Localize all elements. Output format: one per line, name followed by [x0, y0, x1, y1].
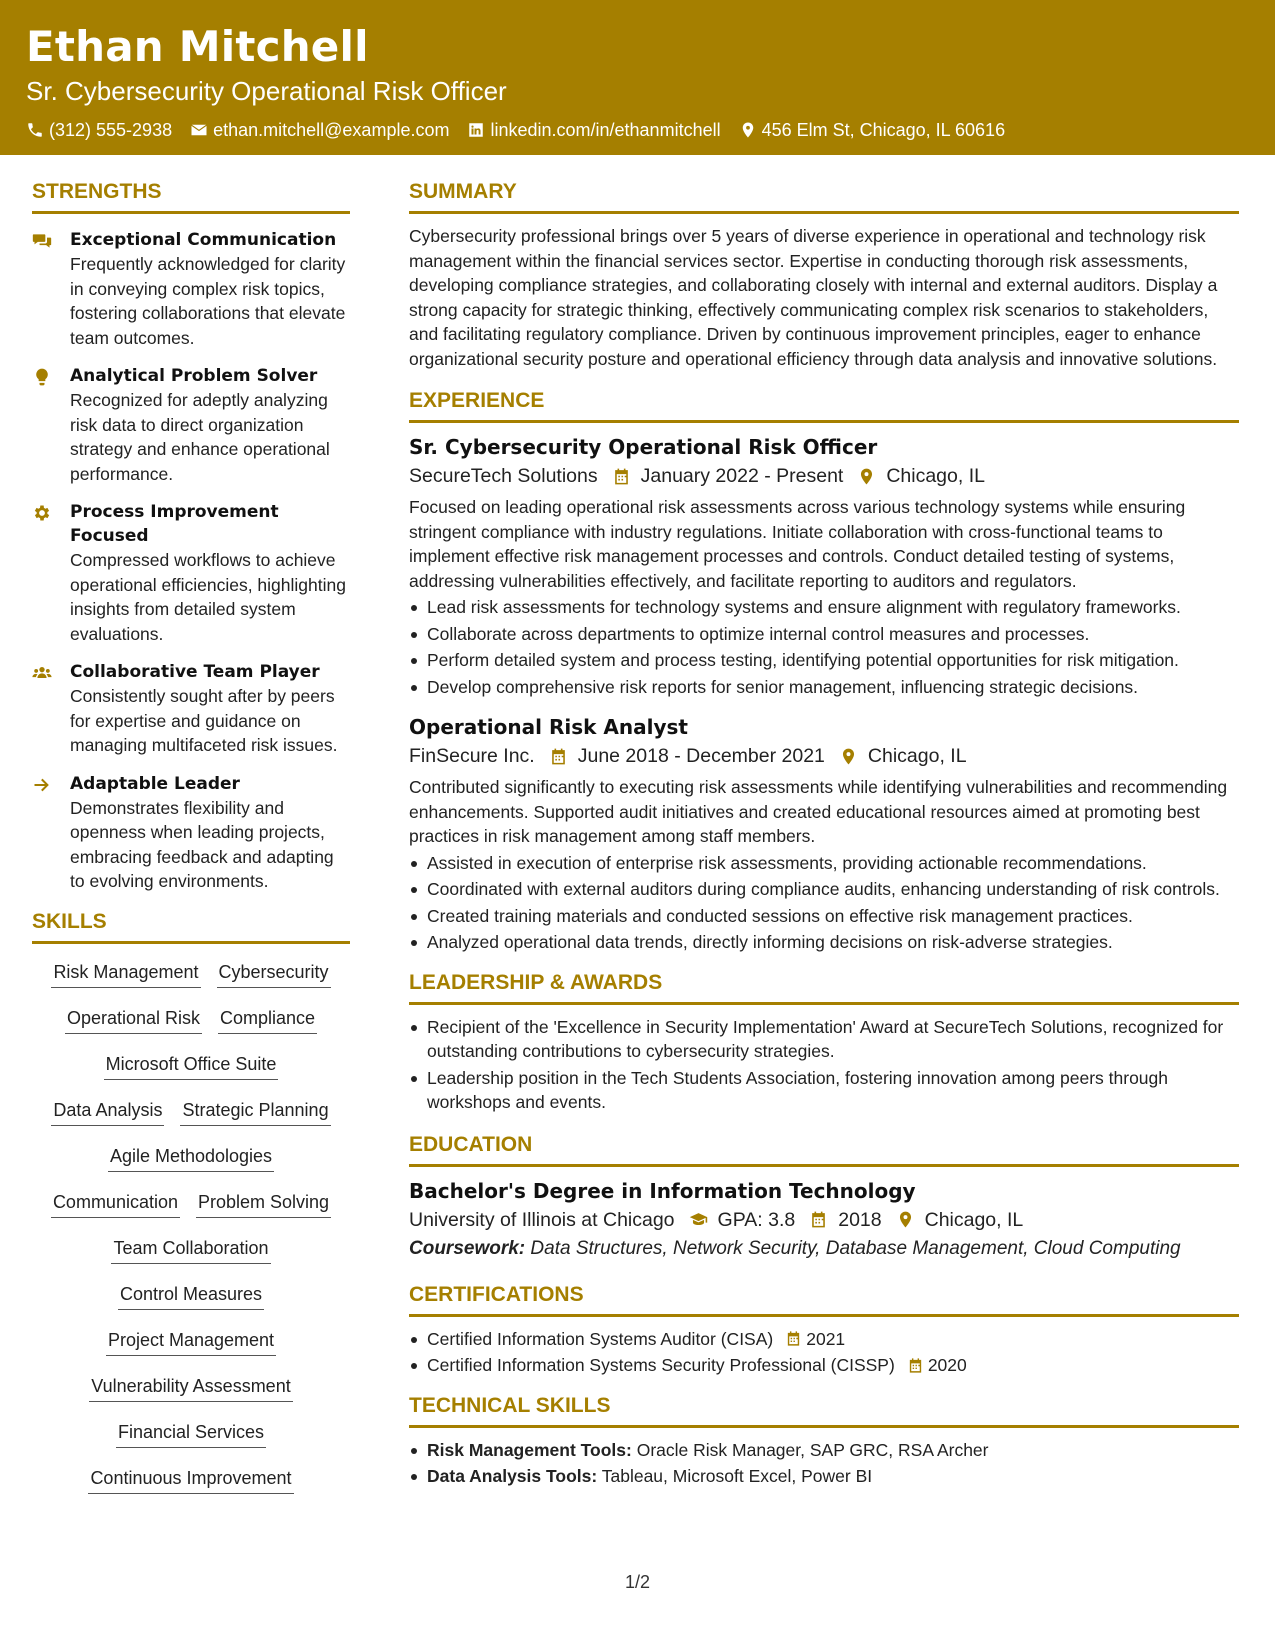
job-location-wrap — [839, 741, 967, 771]
job-description: Focused on leading operational risk assessments across various technology systems while ensuring stringent compliance with industry regulations. Initiate collaboration with cross-functional teams to implement effective risk management processes and controls. Conduct detailed testing of systems, addressing vulnerabilities effectively, and facilitate reporting to auditors and regulators. — [409, 497, 1186, 591]
map-marker-icon — [896, 1210, 915, 1229]
lightbulb-icon — [32, 367, 52, 387]
list-item: Lead risk assessments for technology systems and ensure alignment with regulatory frameworks. — [409, 595, 1239, 620]
gpa-wrap — [689, 1205, 796, 1235]
strength-item — [32, 228, 350, 350]
list-item: Collaborate across departments to optimize internal control measures and processes. — [409, 622, 1239, 647]
cert-year: 2021 — [806, 1328, 846, 1349]
contact-bar — [26, 118, 1275, 142]
skill-tag: Communication — [51, 1188, 180, 1218]
cert-year: 2020 — [927, 1355, 967, 1375]
calendar-icon — [809, 1210, 828, 1229]
tech-label: Data Analysis Tools: — [427, 1466, 598, 1486]
skill-tag: Financial Services — [116, 1418, 266, 1448]
candidate-role: Sr. Cybersecurity Operational Risk Officer — [26, 76, 507, 106]
skill-tag: Compliance — [218, 1004, 317, 1034]
address-text: 456 Elm St, Chicago, IL 60616 — [761, 120, 1006, 140]
job-description: Contributed significantly to executing risk assessments while identifying vulnerabilities and recommending enhancements. Supported audit initiatives and created educational resources aimed at promoting best practices in risk management among staff members. — [409, 777, 1228, 846]
leadership-bullets — [409, 1015, 1239, 1115]
job-location-wrap — [857, 461, 985, 491]
job-dates-wrap — [549, 741, 825, 771]
job-meta — [409, 461, 1239, 491]
education-entry — [409, 1177, 1239, 1263]
job-company: SecureTech Solutions — [409, 465, 598, 487]
job-location: Chicago, IL — [886, 465, 985, 487]
strength-title: Analytical Problem Solver — [70, 366, 318, 386]
job-location: Chicago, IL — [867, 745, 967, 767]
education-meta — [409, 1205, 1239, 1235]
skill-tag: Risk Management — [51, 958, 200, 988]
contact-linkedin[interactable] — [467, 118, 720, 142]
list-item: Perform detailed system and process testing, identifying potential opportunities for risk mitigation. — [409, 648, 1239, 673]
contact-email[interactable] — [190, 118, 449, 142]
linkedin-icon — [467, 121, 485, 139]
skill-tag: Vulnerability Assessment — [89, 1372, 292, 1402]
map-marker-icon — [739, 121, 757, 139]
linkedin-link[interactable]: linkedin.com/in/ethanmitchell — [490, 120, 721, 140]
list-item: Leadership position in the Tech Students Association, fostering innovation among peers through workshops and events. — [409, 1066, 1239, 1115]
strength-desc: Consistently sought after by peers for expertise and guidance on managing multifaceted risk issues. — [70, 686, 338, 755]
users-icon — [32, 663, 52, 683]
certifications-list — [409, 1327, 1239, 1378]
degree-title: Bachelor's Degree in Information Technology — [409, 1178, 916, 1203]
skills-title: SKILLS — [32, 908, 350, 944]
job-bullets — [409, 851, 1239, 955]
list-item: Coordinated with external auditors during compliance audits, enhancing understanding of risk controls. — [409, 877, 1239, 902]
list-item: Recipient of the 'Excellence in Security Implementation' Award at SecureTech Solutions, recognized for outstanding contributions to cybersecurity strategies. — [409, 1015, 1239, 1064]
tech-label: Risk Management Tools: — [427, 1439, 632, 1460]
arrow-right-icon — [32, 775, 52, 795]
job-dates: January 2022 - Present — [640, 465, 844, 487]
skill-tag: Microsoft Office Suite — [104, 1050, 279, 1080]
list-item — [409, 1438, 1239, 1463]
coursework-text: Data Structures, Network Security, Database Management, Cloud Computing — [530, 1237, 1181, 1259]
skill-tag: Strategic Planning — [180, 1096, 330, 1126]
job-entry — [409, 713, 1239, 955]
strength-title: Exceptional Communication — [70, 230, 337, 250]
skill-tag: Project Management — [106, 1326, 276, 1356]
skill-tag: Data Analysis — [51, 1096, 164, 1126]
school-name: University of Illinois at Chicago — [409, 1208, 675, 1231]
calendar-icon — [612, 467, 631, 486]
map-marker-icon — [857, 467, 876, 486]
calendar-icon — [907, 1357, 924, 1374]
leadership-title: LEADERSHIP & AWARDS — [409, 969, 1239, 1005]
phone-text: (312) 555-2938 — [49, 120, 173, 140]
strength-title: Adaptable Leader — [70, 773, 240, 794]
skills-list — [32, 954, 350, 1510]
coursework-label: Coursework: — [409, 1237, 526, 1259]
calendar-icon — [785, 1330, 802, 1347]
strength-desc: Recognized for adeptly analyzing risk data to direct organization strategy and enhance operational performance. — [70, 390, 330, 484]
tech-value: Tableau, Microsoft Excel, Power BI — [601, 1466, 873, 1486]
job-dates: June 2018 - December 2021 — [577, 745, 825, 767]
phone-icon — [26, 121, 44, 139]
comments-icon — [32, 231, 52, 251]
skill-tag: Problem Solving — [196, 1188, 331, 1218]
list-item — [409, 1464, 1239, 1489]
strengths-title: STRENGTHS — [32, 178, 350, 214]
list-item: Created training materials and conducted sessions on effective risk management practices. — [409, 904, 1239, 929]
strengths-list — [32, 224, 350, 894]
job-company: FinSecure Inc. — [409, 745, 535, 767]
certifications-title: CERTIFICATIONS — [409, 1281, 1239, 1317]
edu-location: Chicago, IL — [924, 1208, 1024, 1231]
job-title: Operational Risk Analyst — [409, 715, 688, 739]
strength-item — [32, 364, 350, 486]
list-item — [409, 1353, 1239, 1378]
right-column — [409, 178, 1239, 1491]
skill-tag: Agile Methodologies — [108, 1142, 274, 1172]
map-marker-icon — [839, 747, 858, 766]
strength-item — [32, 500, 350, 646]
skill-tag: Team Collaboration — [111, 1234, 270, 1264]
graduation-cap-icon — [689, 1210, 708, 1229]
gpa-text: GPA: 3.8 — [717, 1208, 796, 1231]
calendar-icon — [549, 747, 568, 766]
candidate-name: Ethan Mitchell — [26, 22, 369, 71]
strength-desc: Compressed workflows to achieve operational efficiencies, highlighting insights from detailed system evaluations. — [70, 550, 346, 644]
job-meta — [409, 741, 1239, 771]
list-item — [409, 1327, 1239, 1352]
email-link[interactable]: ethan.mitchell@example.com — [213, 120, 450, 140]
page-number: 1/2 — [624, 1572, 651, 1592]
job-title: Sr. Cybersecurity Operational Risk Officer — [409, 435, 878, 459]
tech-value: Oracle Risk Manager, SAP GRC, RSA Archer — [636, 1439, 989, 1460]
strength-title: Process Improvement Focused — [70, 502, 279, 546]
skill-tag: Control Measures — [118, 1280, 264, 1310]
skill-tag: Continuous Improvement — [88, 1464, 293, 1494]
job-dates-wrap — [612, 461, 844, 491]
list-item: Develop comprehensive risk reports for senior management, influencing strategic decisions. — [409, 675, 1239, 700]
strength-desc: Demonstrates flexibility and openness when leading projects, embracing feedback and adapting to evolving environments. — [70, 797, 334, 891]
strength-title: Collaborative Team Player — [70, 662, 320, 682]
edu-location-wrap — [896, 1205, 1024, 1235]
strength-item — [32, 772, 350, 894]
contact-address — [739, 118, 1005, 142]
summary-text: Cybersecurity professional brings over 5 years of diverse experience in operational and technology risk management within the financial services sector. Expertise in conducting thorough risk assessments, developing compliance strategies, and collaborating closely with internal and external auditors. Display a strong capacity for strategic thinking, effectively communicating complex risk scenarios to stakeholders, and facilitating regulatory compliance. Driven by continuous improvement principles, eager to enhance organizational security posture and operational efficiency through data analysis and innovative solutions. — [409, 226, 1218, 369]
education-title: EDUCATION — [409, 1131, 1239, 1167]
contact-phone — [26, 118, 172, 142]
summary-title: SUMMARY — [409, 178, 1239, 214]
left-column — [32, 178, 350, 1510]
coursework — [409, 1235, 1239, 1263]
skill-tag: Operational Risk — [65, 1004, 202, 1034]
list-item: Analyzed operational data trends, directly informing decisions on risk-adverse strategies. — [409, 930, 1239, 955]
skill-tag: Cybersecurity — [217, 958, 331, 988]
job-entry — [409, 433, 1239, 699]
edu-year-wrap — [809, 1205, 881, 1235]
technical-title: TECHNICAL SKILLS — [409, 1392, 1239, 1428]
technical-list — [409, 1438, 1239, 1489]
job-bullets — [409, 595, 1239, 699]
cert-name: Certified Information Systems Auditor (CISA) — [427, 1328, 774, 1349]
header-banner — [0, 0, 1275, 155]
strength-item — [32, 660, 350, 758]
cert-name: Certified Information Systems Security Professional (CISSP) — [427, 1355, 895, 1375]
strength-desc: Frequently acknowledged for clarity in conveying complex risk topics, fostering collaborations that elevate team outcomes. — [70, 254, 346, 348]
list-item: Assisted in execution of enterprise risk assessments, providing actionable recommendations. — [409, 851, 1239, 876]
edu-year: 2018 — [838, 1208, 882, 1231]
gear-icon — [32, 503, 52, 523]
experience-title: EXPERIENCE — [409, 387, 1239, 423]
envelope-icon — [190, 121, 208, 139]
